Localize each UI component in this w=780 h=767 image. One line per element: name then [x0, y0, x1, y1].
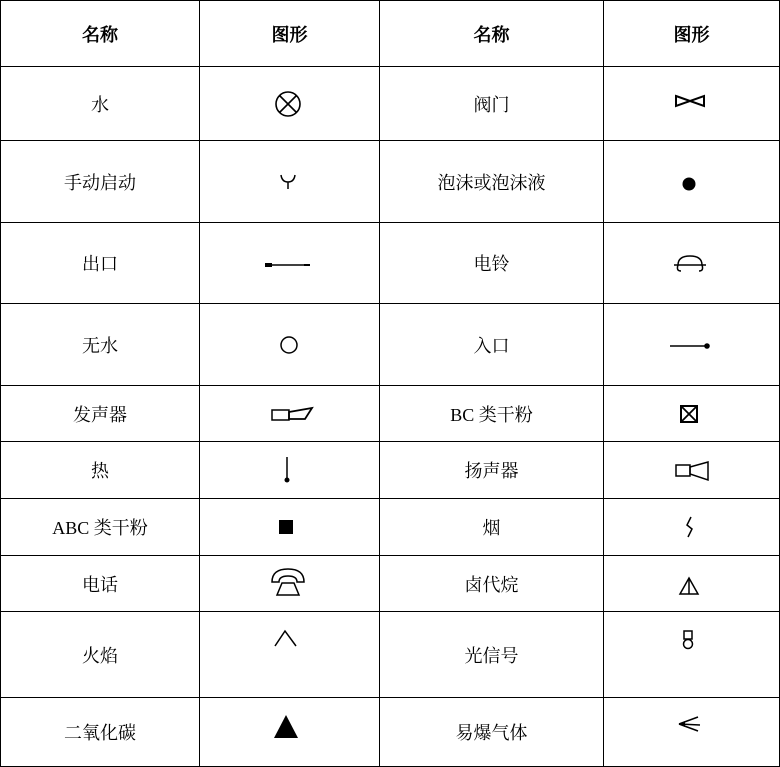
symbol-name-cell — [0, 499, 200, 556]
symbol-name-cell — [380, 386, 604, 442]
bc-dry-powder-icon — [604, 386, 779, 441]
header-cell-name — [0, 0, 200, 67]
symbol-name-cell — [0, 386, 200, 442]
symbol-name-cell — [0, 442, 200, 499]
symbol-name: 二氧化碳 — [64, 723, 136, 743]
heat-icon — [200, 442, 379, 498]
abc-dry-powder-icon — [200, 499, 379, 555]
symbol-name: 无水 — [82, 335, 118, 356]
symbol-name: 阀门 — [473, 94, 510, 115]
header-cell-shape — [200, 0, 380, 67]
flame-icon — [200, 612, 379, 697]
outlet-icon — [200, 223, 379, 303]
symbol-shape-cell — [200, 442, 380, 499]
symbol-name-cell — [380, 223, 604, 304]
manual-start-icon — [200, 141, 379, 222]
symbol-shape-cell — [604, 141, 780, 223]
symbol-shape-cell — [604, 223, 780, 304]
header-label: 名称 — [82, 24, 118, 45]
symbol-name: 光信号 — [464, 645, 519, 666]
symbol-name: 电话 — [82, 574, 118, 595]
header-label: 图形 — [673, 24, 710, 45]
symbol-shape-cell — [200, 304, 380, 386]
symbol-name: 热 — [91, 461, 109, 481]
explosive-gas-icon — [604, 698, 779, 766]
symbol-shape-cell — [604, 556, 780, 612]
symbol-shape-cell — [200, 67, 380, 141]
symbol-name: 电铃 — [473, 254, 510, 274]
symbol-shape-cell — [604, 67, 780, 141]
loudspeaker-icon — [604, 442, 779, 498]
symbol-name: 发声器 — [73, 404, 127, 425]
symbol-shape-cell — [604, 499, 780, 556]
symbol-name-cell — [0, 612, 200, 698]
symbol-name: BC 类干粉 — [450, 404, 533, 425]
telephone-icon — [200, 556, 379, 611]
symbol-name: 手动启动 — [64, 172, 136, 193]
symbol-name-cell — [0, 556, 200, 612]
carbon-dioxide-icon — [200, 698, 379, 766]
symbol-name-cell — [0, 67, 200, 141]
light-signal-icon — [604, 612, 779, 697]
symbol-shape-cell — [200, 223, 380, 304]
symbol-name-cell — [380, 442, 604, 499]
symbol-name: 泡沫或泡沫液 — [437, 172, 546, 193]
water-icon — [200, 67, 379, 140]
header-cell-name — [380, 0, 604, 67]
symbol-name: ABC 类干粉 — [52, 518, 148, 538]
symbol-shape-cell — [604, 442, 780, 499]
symbol-name: 扬声器 — [464, 461, 519, 481]
symbol-shape-cell — [200, 386, 380, 442]
symbol-name-cell — [380, 141, 604, 223]
symbol-shape-cell — [604, 304, 780, 386]
symbol-shape-cell — [200, 141, 380, 223]
header-cell-shape — [604, 0, 780, 67]
symbol-name-cell — [0, 304, 200, 386]
symbol-name-cell — [0, 698, 200, 767]
symbol-name-cell — [0, 223, 200, 304]
symbol-shape-cell — [200, 556, 380, 612]
symbol-name-cell — [380, 304, 604, 386]
symbol-name: 易爆气体 — [455, 723, 528, 743]
symbol-name: 水 — [91, 94, 109, 115]
no-water-icon — [200, 304, 379, 385]
smoke-icon — [604, 499, 779, 555]
symbol-name: 卤代烷 — [464, 574, 519, 595]
symbol-shape-cell — [200, 612, 380, 698]
symbol-shape-cell — [200, 698, 380, 767]
symbol-shape-cell — [604, 698, 780, 767]
symbol-name: 入口 — [473, 335, 510, 356]
symbol-name-cell — [380, 698, 604, 767]
symbol-name-cell — [0, 141, 200, 223]
symbol-name: 火焰 — [82, 645, 118, 666]
symbol-name: 出口 — [82, 254, 118, 274]
foam-icon — [604, 141, 779, 222]
header-label: 图形 — [271, 24, 308, 45]
valve-icon — [604, 67, 779, 140]
symbol-name-cell — [380, 556, 604, 612]
symbol-name: 烟 — [482, 518, 501, 538]
halon-icon — [604, 556, 779, 611]
symbol-name-cell — [380, 499, 604, 556]
sounder-icon — [200, 386, 379, 441]
symbol-shape-cell — [200, 499, 380, 556]
symbol-name-cell — [380, 612, 604, 698]
inlet-icon — [604, 304, 779, 385]
bell-icon — [604, 223, 779, 303]
header-label: 名称 — [473, 24, 510, 45]
symbol-shape-cell — [604, 386, 780, 442]
symbol-name-cell — [380, 67, 604, 141]
symbol-shape-cell — [604, 612, 780, 698]
